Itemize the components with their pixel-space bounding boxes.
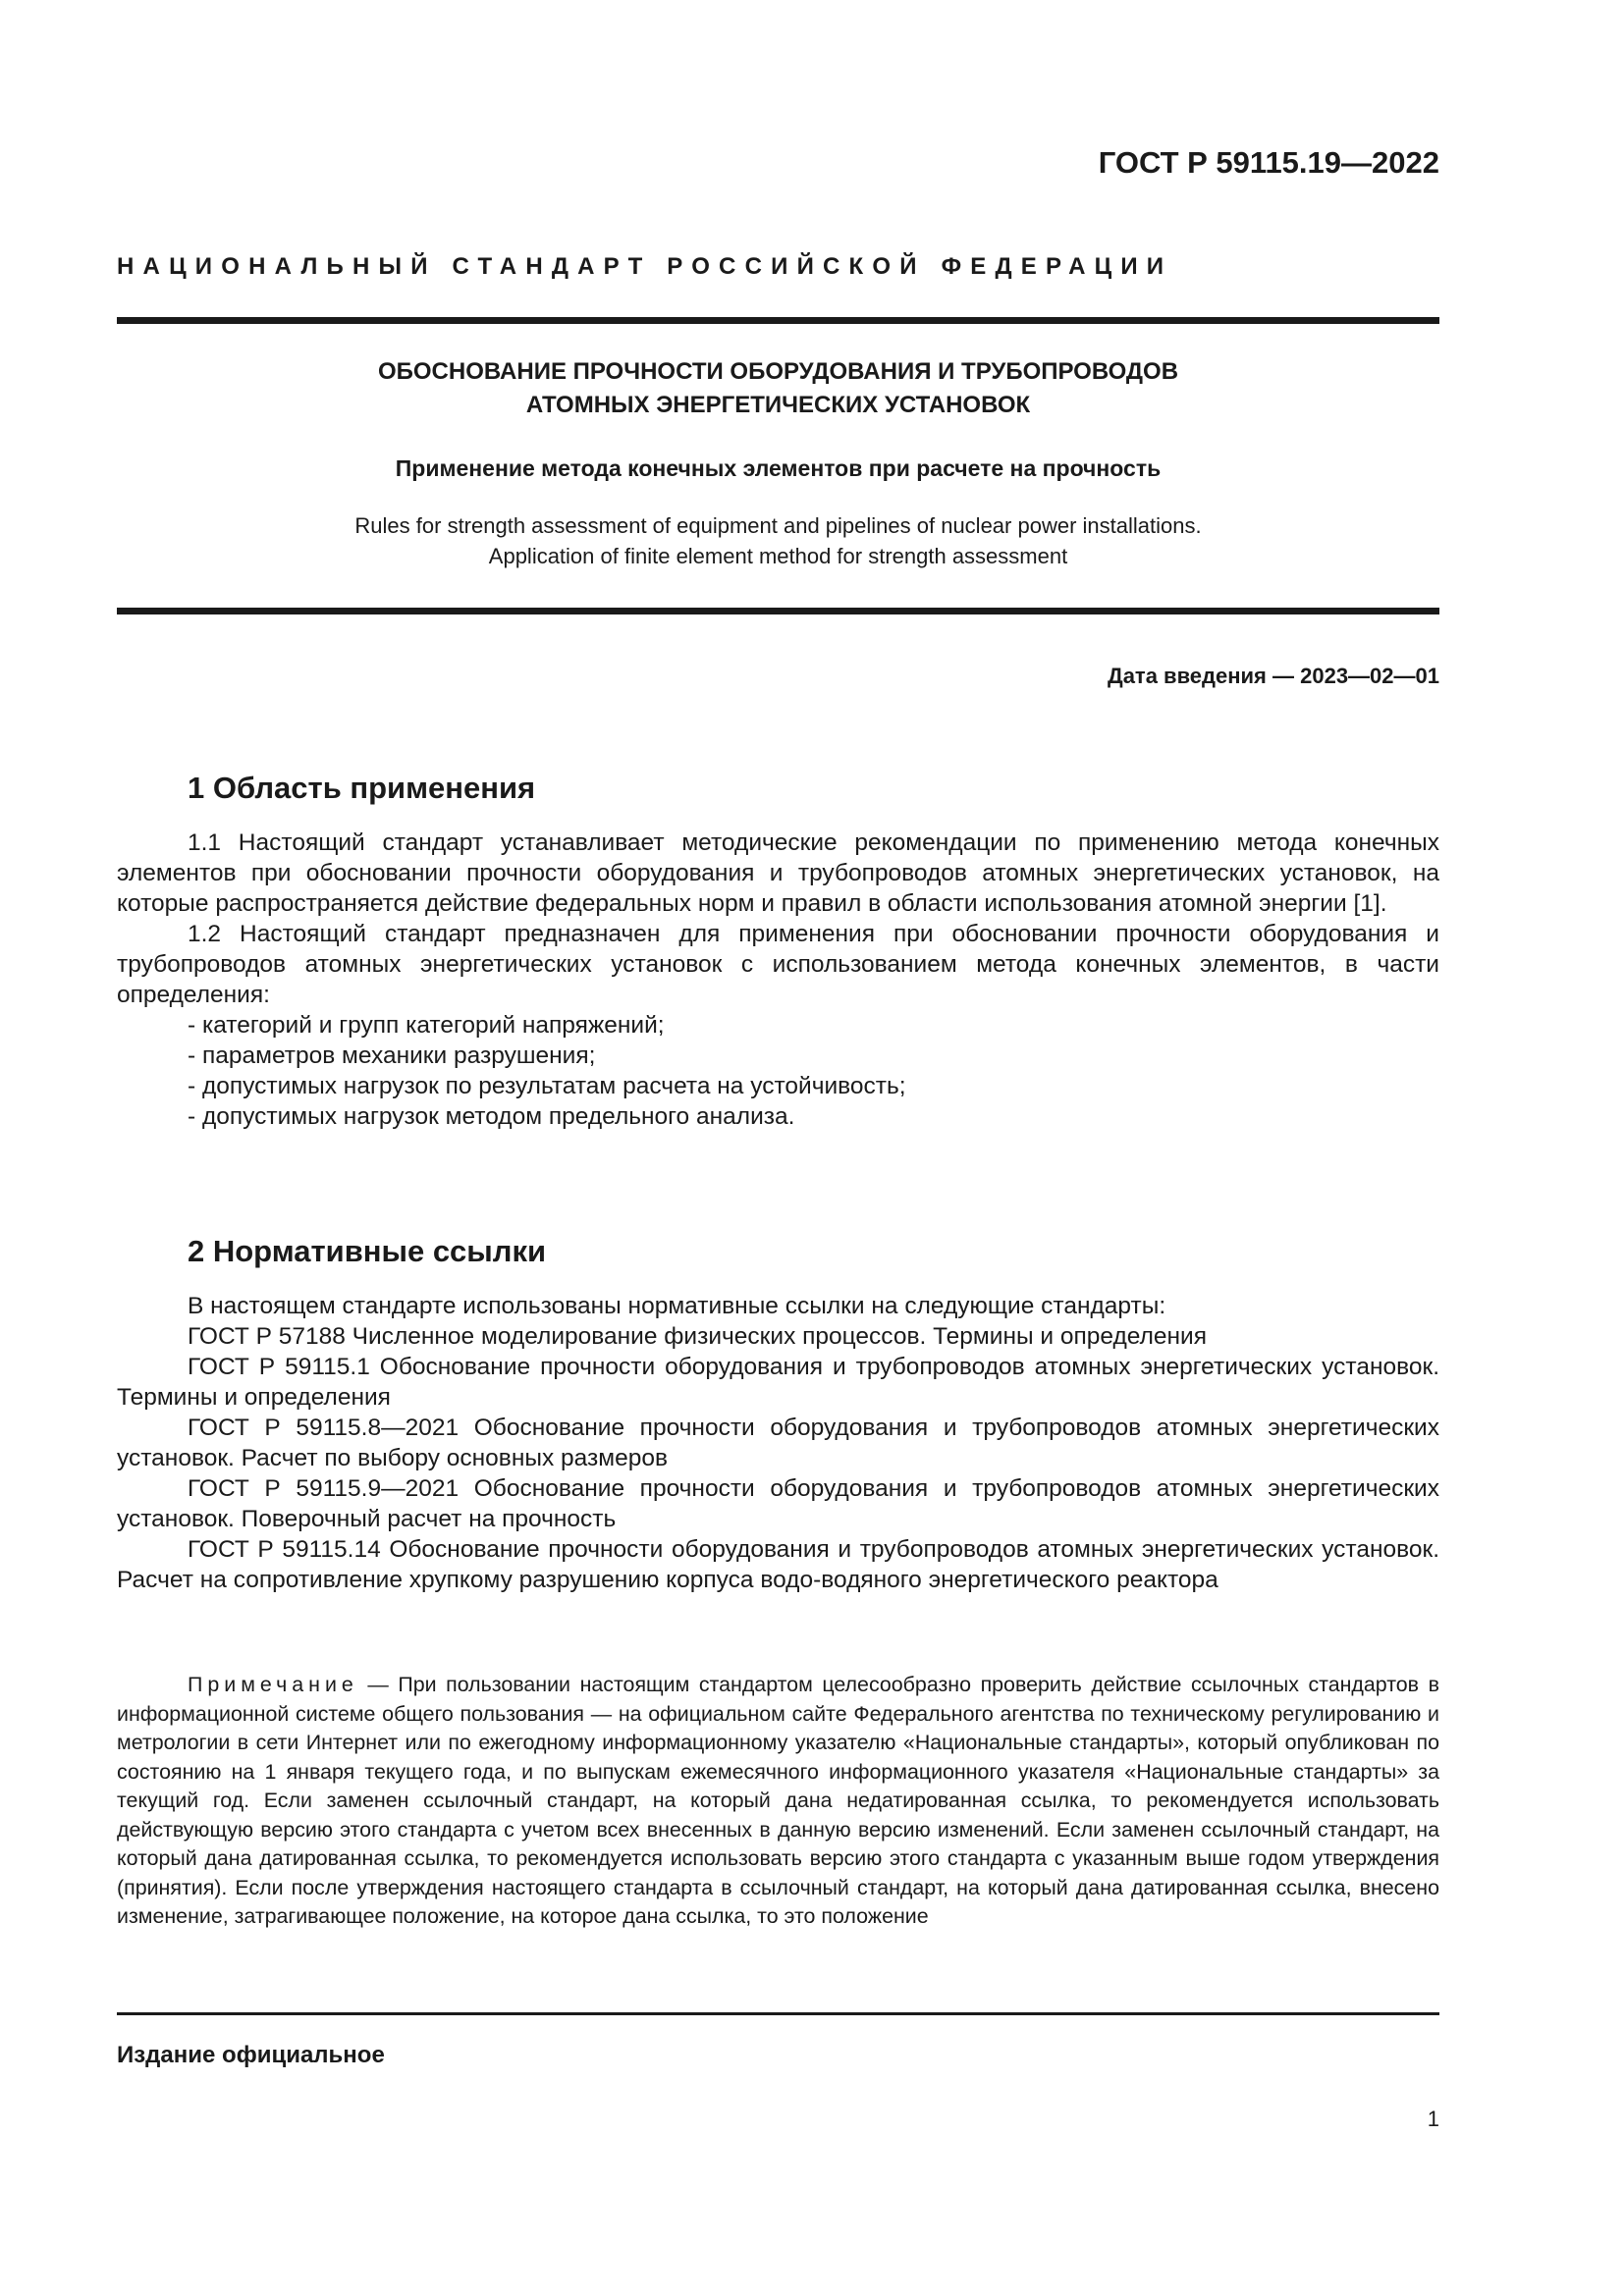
- title-line-1: ОБОСНОВАНИЕ ПРОЧНОСТИ ОБОРУДОВАНИЯ И ТРУБОПРОВОДОВ: [377, 358, 1179, 385]
- list-item: - допустимых нагрузок по результатам расчета на устойчивость;: [188, 1073, 906, 1099]
- middle-divider: [117, 608, 1439, 614]
- english-title-line-1: Rules for strength assessment of equipment and pipelines of nuclear power installations.: [354, 513, 1202, 538]
- section-1-body: [117, 828, 1439, 1132]
- document-subtitle: Применение метода конечных элементов при расчете на прочность: [395, 455, 1162, 481]
- page-number: 1: [1427, 2107, 1439, 2131]
- introduction-date: Дата введения — 2023—02—01: [1108, 664, 1439, 688]
- list-item: - допустимых нагрузок методом предельного анализа.: [188, 1103, 795, 1130]
- section-2-body: [117, 1291, 1439, 1595]
- reference-item: ГОСТ Р 59115.14 Обоснование прочности оборудования и трубопроводов атомных энергетических установок. Расчет на сопротивление хрупкому разрушению корпуса водо-водяного энергетического реактора: [117, 1536, 1439, 1593]
- reference-item: ГОСТ Р 57188 Численное моделирование физических процессов. Термины и определения: [188, 1323, 1207, 1350]
- list-item: - категорий и групп категорий напряжений;: [188, 1012, 665, 1039]
- references-intro: В настоящем стандарте использованы нормативные ссылки на следующие стандарты:: [188, 1293, 1166, 1319]
- note-text: — При пользовании настоящим стандартом целесообразно проверить действие ссылочных стандартов в информационной системе общего пользования — на официальном сайте Федерального агентства по техническому регулированию и метрологии в сети Интернет или по ежегодному информационному указателю «Национальные стандарты», который опубликован по состоянию на 1 января текущего года, и по выпускам ежемесячного информационного указателя «Национальные стандарты» за текущий год. Если заменен ссылочный стандарт, на который дана недатированная ссылка, то рекомендуется использовать действующую версию этого стандарта с учетом всех внесенных в данную версию изменений. Если заменен ссылочный стандарт, на который дана датированная ссылка, то рекомендуется использовать версию этого стандарта с указанным выше годом утверждения (принятия). Если после утверждения настоящего стандарта в ссылочный стандарт, на который дана датированная ссылка, внесено изменение, затрагивающее положение, на которое дана ссылка, то это положение: [117, 1673, 1439, 1928]
- note-label: Примечание: [188, 1673, 358, 1696]
- section-2-heading: 2 Нормативные ссылки: [188, 1234, 547, 1268]
- official-edition-label: Издание официальное: [117, 2042, 385, 2068]
- english-title-line-2: Application of finite element method for strength assessment: [488, 544, 1068, 568]
- section-1-heading: 1 Область применения: [188, 771, 536, 805]
- top-divider: [117, 317, 1439, 324]
- gost-code: ГОСТ Р 59115.19—2022: [1098, 145, 1439, 180]
- list-item: - параметров механики разрушения;: [188, 1042, 596, 1069]
- english-title: [117, 510, 1439, 571]
- paragraph-1-2: 1.2 Настоящий стандарт предназначен для применения при обосновании прочности оборудования и трубопроводов атомных энергетических установок с использованием метода конечных элементов, в части определения:: [117, 921, 1439, 1008]
- national-standard-banner: НАЦИОНАЛЬНЫЙ СТАНДАРТ РОССИЙСКОЙ ФЕДЕРАЦИИ: [117, 253, 1173, 280]
- document-title: [117, 355, 1439, 422]
- reference-item: ГОСТ Р 59115.1 Обоснование прочности оборудования и трубопроводов атомных энергетических установок. Термины и определения: [117, 1354, 1439, 1411]
- bottom-divider: [117, 2012, 1439, 2015]
- paragraph-1-1: 1.1 Настоящий стандарт устанавливает методические рекомендации по применению метода конечных элементов при обосновании прочности оборудования и трубопроводов атомных энергетических установок, на которые распространяется действие федеральных норм и правил в области использования атомной энергии [1].: [117, 829, 1439, 917]
- title-line-2: АТОМНЫХ ЭНЕРГЕТИЧЕСКИХ УСТАНОВОК: [525, 392, 1031, 418]
- reference-item: ГОСТ Р 59115.8—2021 Обоснование прочности оборудования и трубопроводов атомных энергетических установок. Расчет по выбору основных размеров: [117, 1415, 1439, 1471]
- reference-item: ГОСТ Р 59115.9—2021 Обоснование прочности оборудования и трубопроводов атомных энергетических установок. Поверочный расчет на прочность: [117, 1475, 1439, 1532]
- note-paragraph: [117, 1671, 1439, 1932]
